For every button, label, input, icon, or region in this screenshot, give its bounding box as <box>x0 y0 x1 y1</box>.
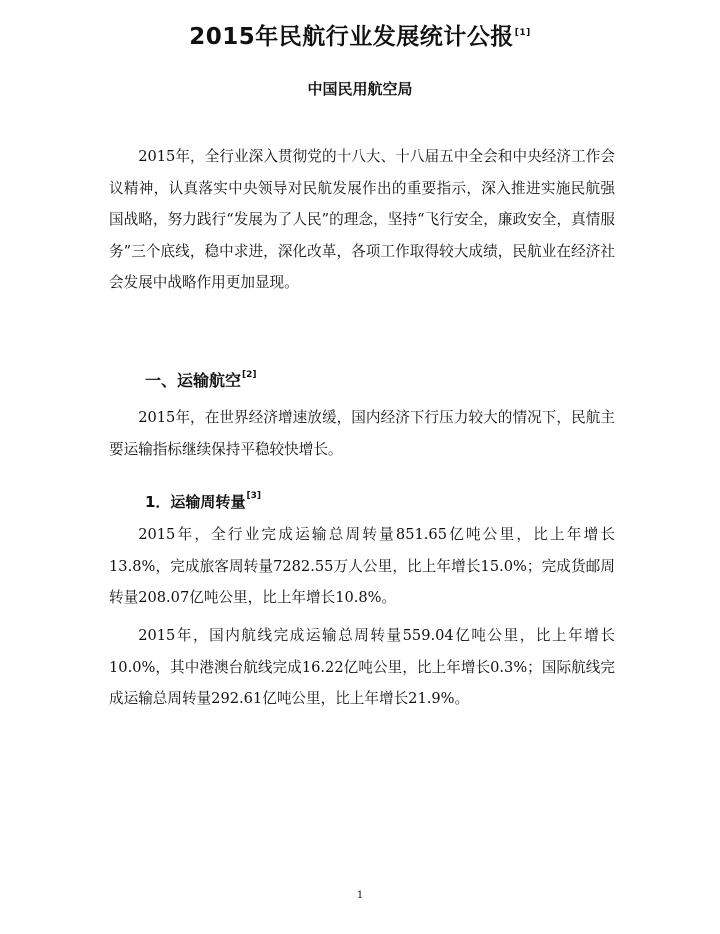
turnover-paragraph-2: 2015年，国内航线完成运输总周转量559.04亿吨公里，比上年增长10.0%，其中港澳台航线完成16.22亿吨公里，比上年增长0.3%；国际航线完成运输总周转量292.61亿吨公里，比上年增长21.9%。 <box>109 627 615 707</box>
intro-paragraph: 2015年，全行业深入贯彻党的十八大、十八届五中全会和中央经济工作会议精神，认真落实中央领导对民航发展作出的重要指示，深入推进实施民航强国战略，努力践行“发展为了人民”的理念，坚持“飞行安全，廉政安全，真情服务”三个底线，稳中求进，深化改革，各项工作取得较大成绩，民航业在经济社会发展中战略作用更加显现。 <box>109 148 615 291</box>
subsection-heading-text: 1．运输周转量 <box>145 493 246 511</box>
subsection-footnote-ref[interactable]: [3] <box>246 491 261 501</box>
section-heading-text: 一、运输航空 <box>145 371 242 390</box>
subsection-heading-turnover <box>145 484 261 514</box>
page-number: 1 <box>356 890 364 901</box>
turnover-paragraph-1: 2015年，全行业完成运输总周转量851.65亿吨公里，比上年增长13.8%，完成旅客周转量7282.55万人公里，比上年增长15.0%；完成货邮周转量208.07亿吨公里，比上年增长10.8%。 <box>109 526 615 606</box>
document-title-text: 2015年民航行业发展统计公报 <box>189 24 514 50</box>
section-footnote-ref[interactable]: [2] <box>242 370 257 380</box>
document-title <box>0 16 720 54</box>
section-paragraph: 2015年，在世界经济增速放缓，国内经济下行压力较大的情况下，民航主要运输指标继续保持平稳较快增长。 <box>109 409 615 458</box>
title-footnote-ref[interactable]: [1] <box>514 28 531 38</box>
section-heading-transport <box>145 362 257 394</box>
document-author: 中国民用航空局 <box>307 80 413 98</box>
